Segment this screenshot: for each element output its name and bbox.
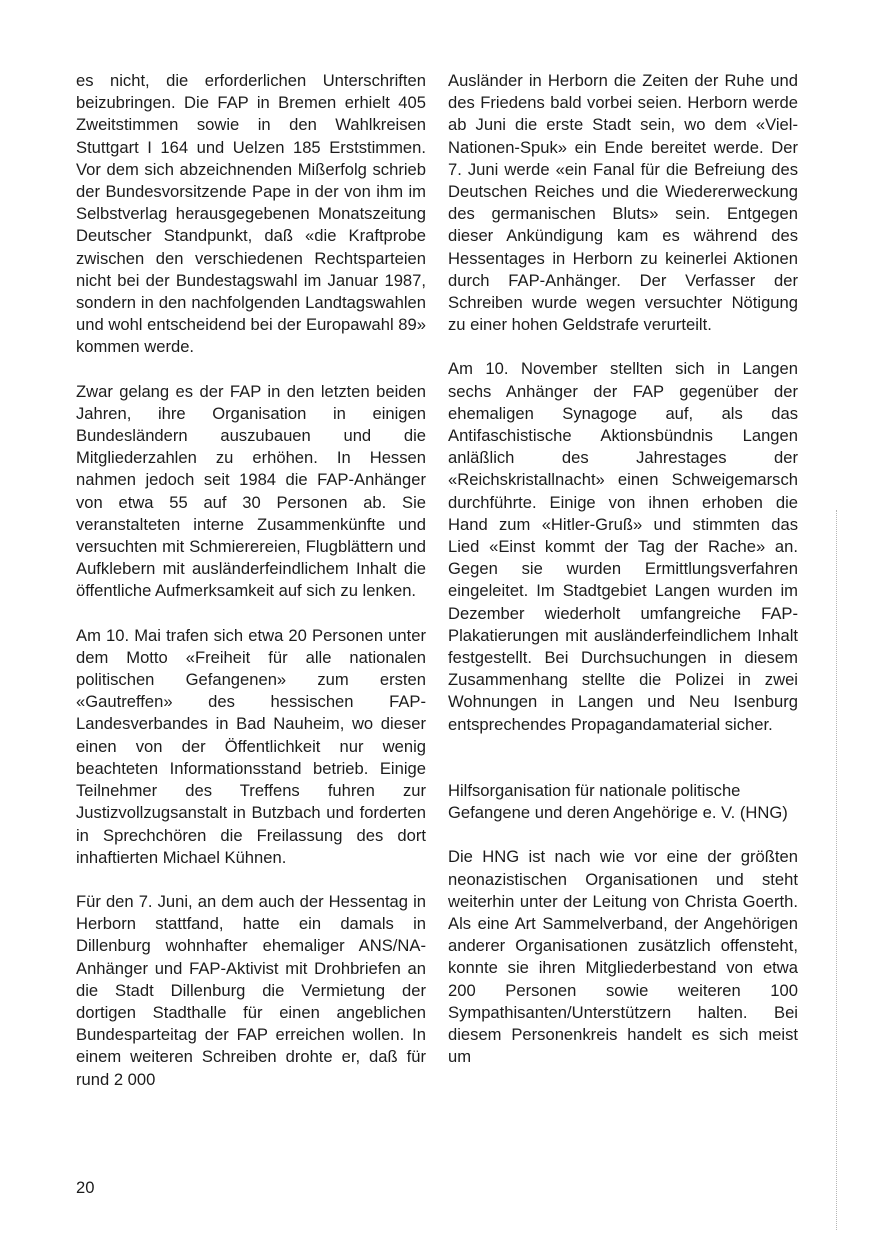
scan-edge-line (836, 510, 838, 1230)
left-column (76, 70, 426, 1113)
paragraph: Ausländer in Herborn die Zeiten der Ruhe und des Friedens bald vorbei seien. Herborn werde ab Juni die erste Stadt sein, wo dem «Viel-Nationen-Spuk» ein Ende bereitet werde. Der 7. Juni werde «ein Fanal für die Befreiung des Deutschen Reiches und die Wiedererweckung des germanischen Bluts» sein. Entgegen dieser Ankündigung kam es während des Hessentages in Herborn zu keinerlei Aktionen durch FAP-Anhänger. Der Verfasser der Schreiben wurde wegen versuchter Nötigung zu einer hohen Geldstrafe verurteilt. (448, 71, 798, 335)
paragraph: Am 10. Mai trafen sich etwa 20 Personen unter dem Motto «Freiheit für alle nationalen politischen Gefangenen» zum ersten «Gautreffen» des hessischen FAP-Landesverbandes in Bad Nauheim, wo dieser einen von der Öffentlichkeit nur wenig beachteten Informationsstand betrieb. Einige Teilnehmer des Treffens fuhren zur Justizvollzugsanstalt in Butzbach und forderten in Sprechchören die Freilassung des dort inhaftierten Michael Kühnen. (76, 625, 426, 867)
paragraph: Am 10. November stellten sich in Langen sechs Anhänger der FAP gegenüber der ehemaligen Synagoge auf, als das Antifaschistische Aktionsbündnis Langen anläßlich des Jahrestages der «Reichskristallnacht» einen Schweigemarsch durchführte. Einige von ihnen erhoben die Hand zum «Hitler-Gruß» und stimmten das Lied «Einst kommt der Tag der Rache» an. Gegen sie wurden Ermittlungsverfahren eingeleitet. Im Stadtgebiet Langen wurden im Dezember wiederholt umfangreiche FAP-Plakatierungen mit ausländerfeindlichem Inhalt festgestellt. Bei Durchsuchungen in diesem Zusammenhang stellte die Polizei in zwei Wohnungen in Langen und Neu Isenburg entsprechendes Propagandamaterial sicher. (448, 359, 798, 734)
paragraph: Für den 7. Juni, an dem auch der Hessentag in Herborn stattfand, hatte ein damals in Dillenburg wohnhafter ehemaliger ANS/NA-Anhänger und FAP-Aktivist mit Drohbriefen an die Stadt Dillenburg die Vermietung der dortigen Stadthalle für einen angeblichen Bundesparteitag der FAP erreichen wollen. In einem weiteren Schreiben drohte er, daß für rund 2 000 (76, 891, 426, 1089)
section-spacer (448, 758, 798, 780)
page-number: 20 (76, 1178, 95, 1197)
paragraph: Die HNG ist nach wie vor eine der größten neonazistischen Organisationen und steht weiterhin unter der Leitung von Christa Goerth. Als eine Art Sammelverband, der Angehörigen anderer Organisationen zusätzlich offensteht, konnte sie ihren Mitgliederbestand von etwa 200 Personen sowie weiteren 100 Sympathisanten/Unterstützern halten. Bei diesem Personenkreis handelt es sich meist um (448, 847, 798, 1067)
paragraph: es nicht, die erforderlichen Unterschriften beizubringen. Die FAP in Bremen erhielt 405 Zweitstimmen sowie in den Wahlkreisen Stuttgart I 164 und Uelzen 185 Erststimmen. Vor dem sich abzeichnenden Mißerfolg schrieb der Bundesvorsitzende Pape in der von ihm im Selbstverlag herausgegebenen Monatszeitung Deutscher Standpunkt, daß «die Kraftprobe zwischen den verschiedenen Rechtsparteien nicht bei der Bundestagswahl im Januar 1987, sondern in den nachfolgenden Landtagswahlen und wohl entscheidend bei der Europawahl 89» kommen werde. (76, 71, 426, 357)
right-column (448, 70, 798, 1090)
paragraph: Zwar gelang es der FAP in den letzten beiden Jahren, ihre Organisation in einigen Bundesländern auszubauen und die Mitgliederzahlen zu erhöhen. In Hessen nahmen jedoch seit 1984 die FAP-Anhänger von etwa 55 auf 30 Personen ab. Sie veranstalteten interne Zusammenkünfte und versuchten mit Schmierereien, Flugblättern und Aufklebern mit ausländerfeindlichem Inhalt die öffentliche Aufmerksamkeit auf sich zu lenken. (76, 381, 426, 601)
section-heading: Hilfsorganisation für nationale politische Gefangene und deren Angehörige e. V. (HNG) (448, 780, 788, 823)
